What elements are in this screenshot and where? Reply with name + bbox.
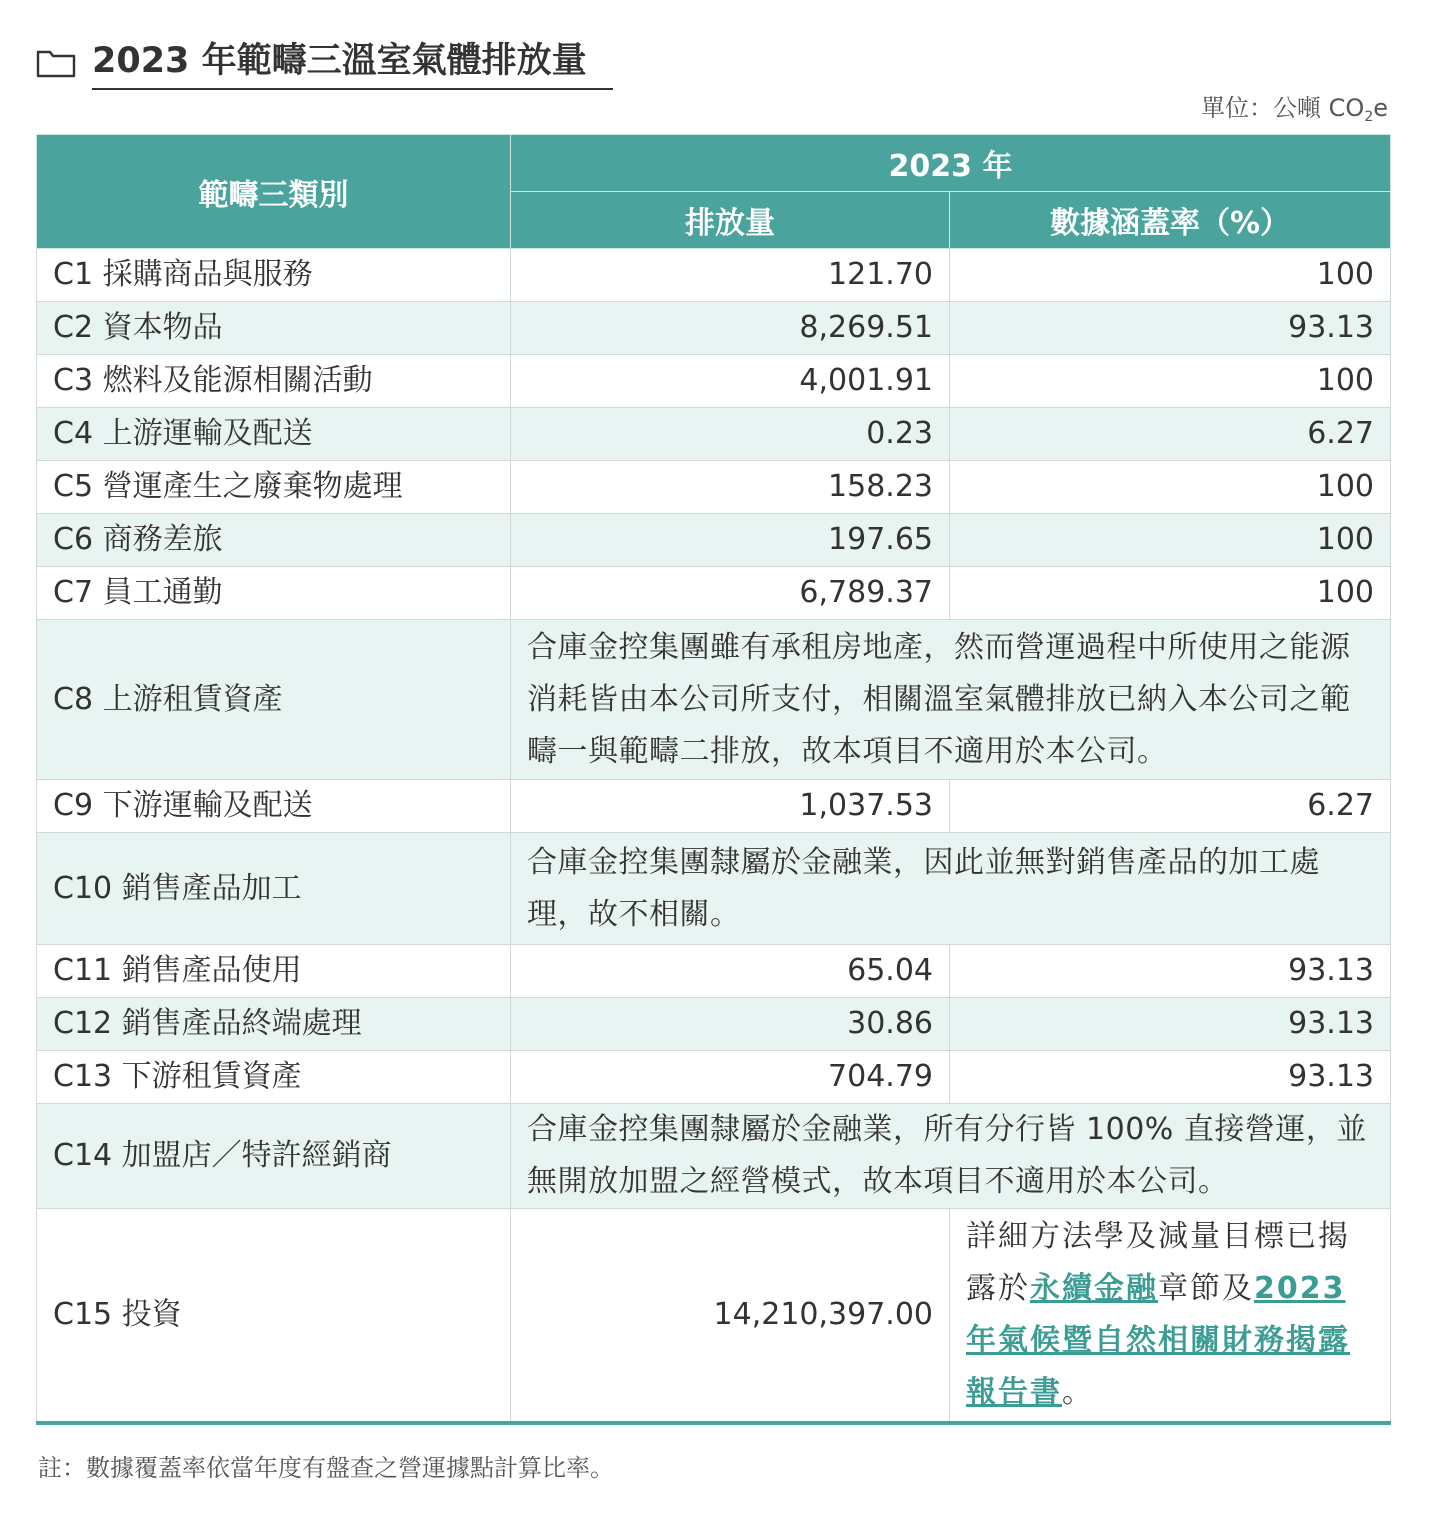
category-cell: C6 商務差旅	[37, 514, 511, 567]
emissions-cell: 121.70	[511, 249, 950, 302]
note-cell: 合庫金控集團雖有承租房地產，然而營運過程中所使用之能源消耗皆由本公司所支付，相關溫室氣體排放已納入本公司之範疇一與範疇二排放，故本項目不適用於本公司。	[511, 620, 1391, 780]
table-row	[37, 355, 1391, 408]
coverage-cell: 100	[950, 249, 1391, 302]
header-coverage: 數據涵蓋率（%）	[950, 192, 1391, 249]
emissions-cell: 704.79	[511, 1051, 950, 1104]
table-row	[37, 780, 1391, 833]
emissions-cell: 14,210,397.00	[511, 1209, 950, 1423]
header-year: 2023 年	[511, 135, 1391, 192]
table-row	[37, 1104, 1391, 1209]
header-category: 範疇三類別	[37, 135, 511, 249]
emissions-table	[36, 134, 1391, 1425]
emissions-cell: 8,269.51	[511, 302, 950, 355]
table-row	[37, 461, 1391, 514]
category-cell: C7 員工通勤	[37, 567, 511, 620]
category-cell: C11 銷售產品使用	[37, 945, 511, 998]
coverage-cell: 93.13	[950, 1051, 1391, 1104]
tcfd-report-link[interactable]: 2023 年氣候暨自然相關財務揭露報告書	[966, 1270, 1350, 1410]
category-cell: C10 銷售產品加工	[37, 833, 511, 945]
coverage-cell: 100	[950, 514, 1391, 567]
coverage-cell: 100	[950, 461, 1391, 514]
emissions-cell: 30.86	[511, 998, 950, 1051]
coverage-cell: 6.27	[950, 408, 1391, 461]
emissions-cell: 158.23	[511, 461, 950, 514]
table-row	[37, 998, 1391, 1051]
emissions-cell: 1,037.53	[511, 780, 950, 833]
table-row	[37, 620, 1391, 780]
category-cell: C9 下游運輸及配送	[37, 780, 511, 833]
disclosure-text: 章節及	[1158, 1270, 1254, 1306]
table-row	[37, 408, 1391, 461]
table-row	[37, 833, 1391, 945]
disclosure-text: 詳細方法學及減量目標已揭露於	[966, 1218, 1350, 1306]
disclosure-cell	[950, 1209, 1391, 1423]
table-row	[37, 1209, 1391, 1423]
page-title: 2023 年範疇三溫室氣體排放量	[92, 41, 587, 81]
coverage-cell: 100	[950, 567, 1391, 620]
note-cell: 合庫金控集團隸屬於金融業，所有分行皆 100% 直接營運，並無開放加盟之經營模式，故本項目不適用於本公司。	[511, 1104, 1391, 1209]
category-cell: C8 上游租賃資產	[37, 620, 511, 780]
category-cell: C1 採購商品與服務	[37, 249, 511, 302]
folder-icon	[36, 48, 76, 78]
table-row	[37, 514, 1391, 567]
emissions-cell: 4,001.91	[511, 355, 950, 408]
table-row	[37, 249, 1391, 302]
coverage-cell: 6.27	[950, 780, 1391, 833]
table-row	[37, 945, 1391, 998]
emissions-cell: 197.65	[511, 514, 950, 567]
table-row	[37, 567, 1391, 620]
category-cell: C5 營運產生之廢棄物處理	[37, 461, 511, 514]
category-cell: C3 燃料及能源相關活動	[37, 355, 511, 408]
title-underline	[92, 88, 613, 90]
footnote: 註：數據覆蓋率依當年度有盤查之營運據點計算比率。	[38, 1454, 614, 1482]
category-cell: C13 下游租賃資產	[37, 1051, 511, 1104]
category-cell: C12 銷售產品終端處理	[37, 998, 511, 1051]
header-emissions: 排放量	[511, 192, 950, 249]
table-row	[37, 1051, 1391, 1104]
category-cell: C14 加盟店／特許經銷商	[37, 1104, 511, 1209]
note-cell: 合庫金控集團隸屬於金融業，因此並無對銷售產品的加工處理，故不相關。	[511, 833, 1391, 945]
coverage-cell: 93.13	[950, 302, 1391, 355]
sustainable-finance-link[interactable]: 永續金融	[1030, 1270, 1158, 1306]
emissions-cell: 6,789.37	[511, 567, 950, 620]
category-cell: C2 資本物品	[37, 302, 511, 355]
category-cell: C15 投資	[37, 1209, 511, 1423]
coverage-cell: 93.13	[950, 945, 1391, 998]
coverage-cell: 93.13	[950, 998, 1391, 1051]
emissions-cell: 65.04	[511, 945, 950, 998]
disclosure-text: 。	[1062, 1374, 1094, 1410]
unit-label: 單位：公噸 $CO_2e$	[1201, 94, 1388, 125]
emissions-cell: 0.23	[511, 408, 950, 461]
coverage-cell: 100	[950, 355, 1391, 408]
table-row	[37, 302, 1391, 355]
category-cell: C4 上游運輸及配送	[37, 408, 511, 461]
